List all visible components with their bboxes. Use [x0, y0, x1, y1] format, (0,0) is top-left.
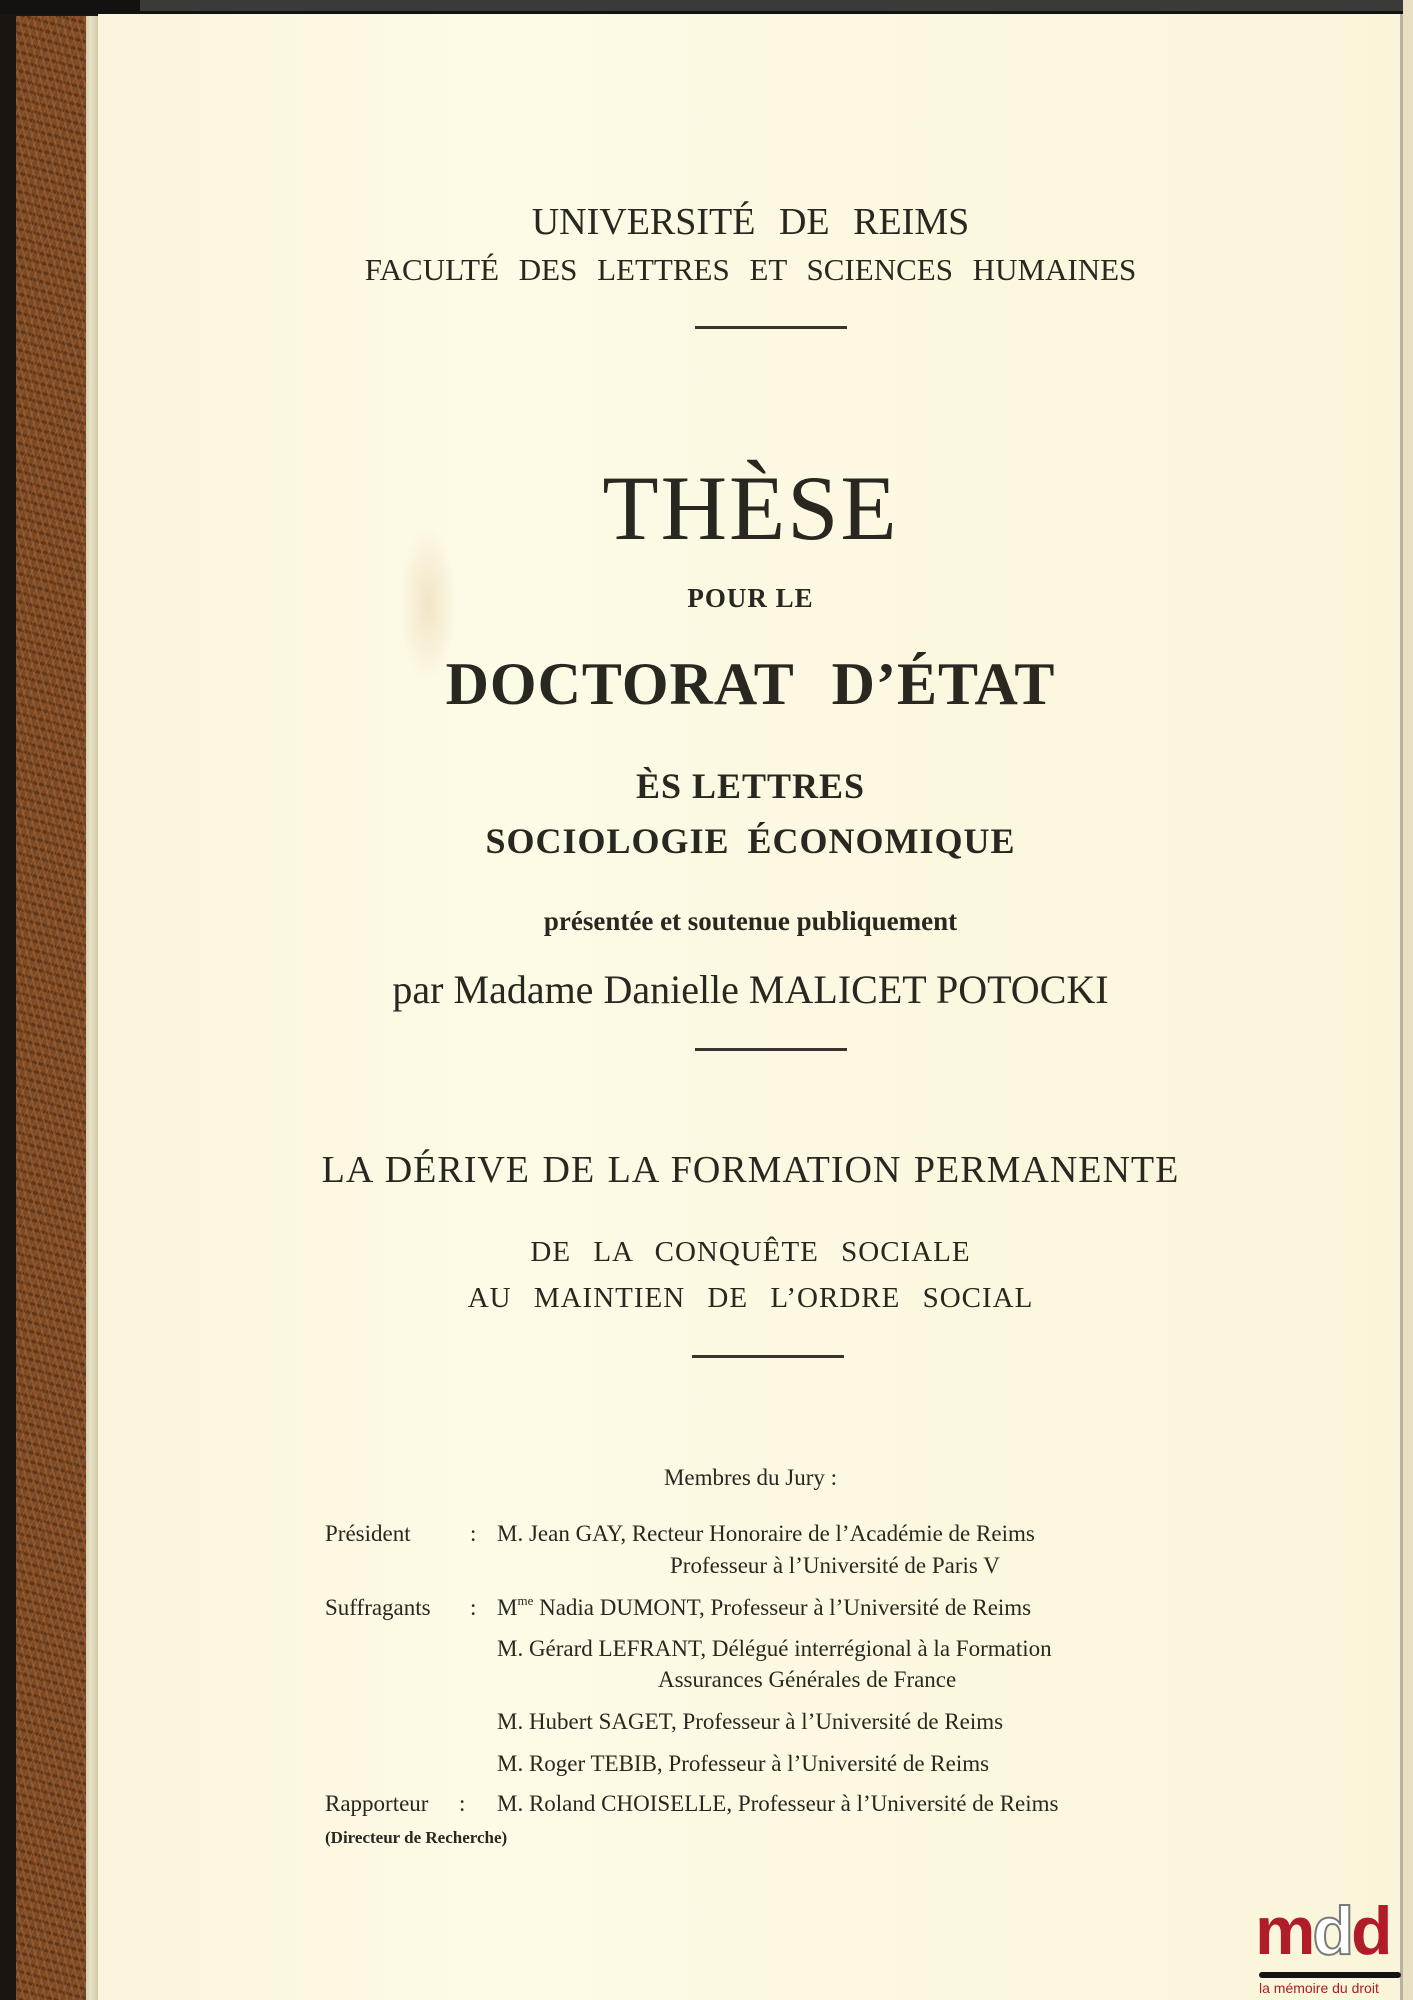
jury-member-gay-line2: Professeur à l’Université de Paris V — [670, 1553, 1000, 1578]
mdd-logo — [1255, 1893, 1405, 1996]
thesis-subtitle-2: AU MAINTIEN DE L’ORDRE SOCIAL — [467, 1282, 1034, 1314]
faculty-name: FACULTÉ DES LETTRES ET SCIENCES HUMAINES — [364, 252, 1137, 287]
divider-3 — [692, 1355, 844, 1358]
divider-2 — [695, 1048, 847, 1051]
pour-le: POUR LE — [687, 583, 814, 613]
logo-letter-d: d — [1351, 1893, 1390, 1969]
thesis-subtitle-1: DE LA CONQUÊTE SOCIALE — [530, 1236, 971, 1268]
university-name: UNIVERSITÉ DE REIMS — [531, 201, 970, 243]
rapporteur-note: (Directeur de Recherche) — [325, 1828, 508, 1847]
jury-member-gay: M. Jean GAY, Recteur Honoraire de l’Académie de Reims — [497, 1521, 1035, 1546]
logo-letter-d-hollow: d — [1312, 1893, 1352, 1969]
binding-strip — [86, 16, 98, 2000]
honorific-sup: me — [517, 1593, 534, 1608]
role-president: Président — [325, 1521, 411, 1546]
member-text: Nadia DUMONT, Professeur à l’Université de Reims — [533, 1595, 1032, 1620]
these-heading: THÈSE — [602, 457, 899, 559]
doctorat-heading: DOCTORAT D’ÉTAT — [445, 651, 1056, 717]
jury-member-saget: M. Hubert SAGET, Professeur à l’Université de Reims — [497, 1709, 1004, 1734]
jury-member-choiselle: M. Roland CHOISELLE, Professeur à l’Université de Reims — [497, 1791, 1059, 1816]
honorific: M — [497, 1595, 518, 1620]
author-line: par Madame Danielle MALICET POTOCKI — [392, 967, 1109, 1012]
colon: : — [459, 1791, 466, 1816]
discipline: SOCIOLOGIE ÉCONOMIQUE — [485, 821, 1016, 861]
es-lettres: ÈS LETTRES — [635, 766, 866, 806]
logo-tagline: la mémoire du droit — [1259, 1980, 1379, 1996]
jury-member-dumont — [497, 1595, 1031, 1621]
scan-top-shadow — [140, 0, 1413, 11]
leather-spine — [16, 16, 86, 2000]
thesis-title: LA DÉRIVE DE LA FORMATION PERMANENTE — [321, 1149, 1180, 1191]
jury-member-lefrant-line2: Assurances Générales de France — [658, 1667, 957, 1692]
logo-letter-m: m — [1255, 1893, 1313, 1969]
colon: : — [470, 1521, 477, 1546]
mdd-logo-mark — [1255, 1893, 1390, 1969]
colon: : — [470, 1595, 477, 1620]
role-rapporteur: Rapporteur — [325, 1791, 429, 1816]
logo-underline — [1259, 1972, 1401, 1978]
jury-member-lefrant: M. Gérard LEFRANT, Délégué interrégional à la Formation — [497, 1636, 1052, 1661]
jury-member-tebib: M. Roger TEBIB, Professeur à l’Université de Reims — [497, 1751, 990, 1776]
role-suffragants: Suffragants — [325, 1595, 431, 1620]
scan-right-margin — [1403, 0, 1413, 2000]
divider-1 — [695, 326, 847, 329]
jury-heading: Membres du Jury : — [663, 1465, 838, 1490]
presentee-line: présentée et soutenue publiquement — [543, 906, 958, 936]
